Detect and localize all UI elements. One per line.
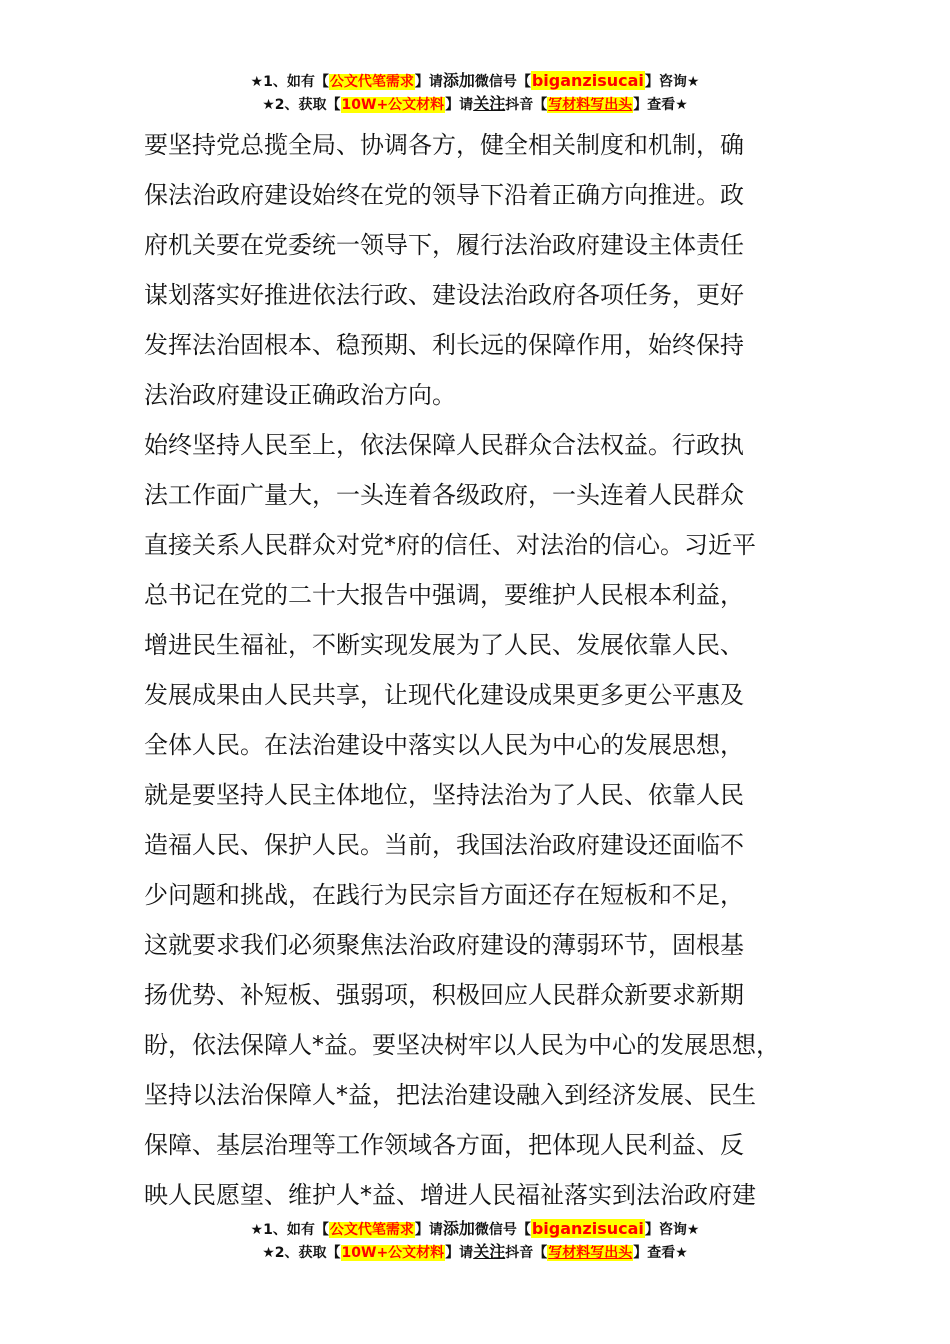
text-line: 盼，依法保障人*益。要坚决树牢以人民为中心的发展思想，	[144, 1031, 780, 1059]
douyin-id-tag: 写材料写出头	[548, 97, 633, 113]
banner-text: ★1、如有【	[250, 1222, 329, 1238]
text-line: 直接关系人民群众对党*府的信任、对法治的信心。习近平	[144, 531, 756, 559]
banner-text: 】请	[445, 97, 474, 113]
footer-banner	[0, 1218, 950, 1264]
wechat-id-tag: biganzisucai	[531, 1219, 644, 1238]
text-line: 发挥法治固根本、稳预期、利长远的保障作用，始终保持	[144, 331, 744, 359]
banner-text: 微信号【	[474, 74, 531, 90]
banner-line-1	[0, 70, 950, 93]
banner-text: 抖音【	[505, 1245, 548, 1261]
text-line: 始终坚持人民至上，依法保障人民群众合法权益。行政执	[144, 431, 744, 459]
banner-line-1	[0, 1218, 950, 1241]
text-line: 增进民生福祉，不断实现发展为了人民、发展依靠人民、	[144, 631, 744, 659]
text-line: 扬优势、补短板、强弱项，积极回应人民群众新要求新期	[144, 981, 744, 1009]
banner-text: 】咨询★	[644, 1222, 700, 1238]
text-line: 保法治政府建设始终在党的领导下沿着正确方向推进。政	[144, 181, 744, 209]
emphasis-text: 添加	[442, 1219, 475, 1238]
banner-text: 】请	[414, 74, 443, 90]
text-line: 法工作面广量大，一头连着各级政府，一头连着人民群众	[144, 481, 744, 509]
text-line: 发展成果由人民共享，让现代化建设成果更多更公平惠及	[144, 681, 744, 709]
highlight-tag: 10W+公文材料	[341, 97, 445, 113]
wechat-id-tag: biganzisucai	[531, 71, 644, 90]
banner-text: ★1、如有【	[250, 74, 329, 90]
text-line: 总书记在党的二十大报告中强调，要维护人民根本利益，	[144, 581, 744, 609]
highlight-tag: 公文代笔需求	[329, 1222, 414, 1238]
header-banner	[0, 70, 950, 116]
text-line: 就是要坚持人民主体地位，坚持法治为了人民、依靠人民	[144, 781, 744, 809]
banner-text: 抖音【	[505, 97, 548, 113]
banner-text: ★2、获取【	[262, 1245, 341, 1261]
banner-text: 】查看★	[633, 1245, 688, 1261]
douyin-id-tag: 写材料写出头	[548, 1245, 633, 1261]
text-line: 少问题和挑战，在践行为民宗旨方面还存在短板和不足，	[144, 881, 744, 909]
banner-text: ★2、获取【	[262, 97, 341, 113]
banner-text: 】请	[414, 1222, 443, 1238]
text-line: 法治政府建设正确政治方向。	[144, 381, 456, 409]
text-line: 映人民愿望、维护人*益、增进人民福祉落实到法治政府建	[144, 1181, 756, 1209]
banner-text: 】咨询★	[644, 74, 700, 90]
text-line: 造福人民、保护人民。当前，我国法治政府建设还面临不	[144, 831, 744, 859]
banner-text: 】查看★	[633, 97, 688, 113]
highlight-tag: 10W+公文材料	[341, 1245, 445, 1261]
emphasis-text: 添加	[442, 71, 475, 90]
text-line: 府机关要在党委统一领导下，履行法治政府建设主体责任	[144, 231, 744, 259]
text-line: 全体人民。在法治建设中落实以人民为中心的发展思想，	[144, 731, 744, 759]
text-line: 保障、基层治理等工作领域各方面，把体现人民利益、反	[144, 1131, 744, 1159]
text-line: 要坚持党总揽全局、协调各方，健全相关制度和机制，确	[144, 131, 744, 159]
text-line: 谋划落实好推进依法行政、建设法治政府各项任务，更好	[144, 281, 744, 309]
emphasis-text: 关注	[473, 94, 506, 113]
banner-line-2	[0, 93, 950, 116]
emphasis-text: 关注	[473, 1242, 506, 1261]
text-line: 坚持以法治保障人*益，把法治建设融入到经济发展、民生	[144, 1081, 756, 1109]
document-body	[144, 120, 834, 1220]
text-line: 这就要求我们必须聚焦法治政府建设的薄弱环节，固根基	[144, 931, 744, 959]
banner-text: 微信号【	[474, 1222, 531, 1238]
banner-text: 】请	[445, 1245, 474, 1261]
highlight-tag: 公文代笔需求	[329, 74, 414, 90]
banner-line-2	[0, 1241, 950, 1264]
